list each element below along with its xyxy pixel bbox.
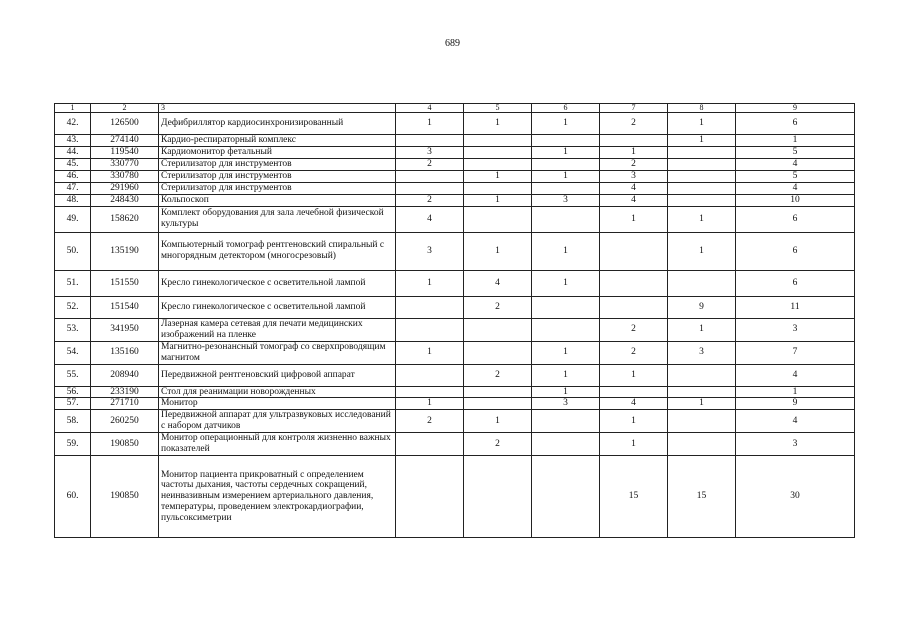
quantity-cell (532, 182, 600, 194)
quantity-cell (396, 182, 464, 194)
quantity-cell: 15 (600, 456, 668, 538)
quantity-cell (668, 270, 736, 296)
row-number-cell: 56. (55, 386, 91, 398)
quantity-cell: 1 (396, 113, 464, 135)
quantity-cell: 1 (600, 433, 668, 456)
quantity-cell (668, 182, 736, 194)
quantity-cell: 1 (396, 270, 464, 296)
quantity-cell (396, 296, 464, 318)
quantity-cell: 2 (464, 433, 532, 456)
total-cell: 1 (736, 386, 855, 398)
quantity-cell: 2 (464, 364, 532, 386)
column-number-row (55, 104, 855, 113)
quantity-cell (464, 386, 532, 398)
code-cell: 135190 (91, 232, 159, 270)
quantity-cell: 9 (668, 296, 736, 318)
quantity-cell (464, 158, 532, 170)
code-cell: 158620 (91, 206, 159, 232)
code-cell: 271710 (91, 398, 159, 410)
equipment-name-cell: Стерилизатор для инструментов (159, 158, 396, 170)
header-cell: 6 (532, 104, 600, 113)
header-cell: 8 (668, 104, 736, 113)
quantity-cell (668, 364, 736, 386)
row-number-cell: 49. (55, 206, 91, 232)
row-number-cell: 54. (55, 341, 91, 364)
code-cell: 330770 (91, 158, 159, 170)
quantity-cell: 1 (396, 341, 464, 364)
total-cell: 5 (736, 170, 855, 182)
total-cell: 6 (736, 206, 855, 232)
quantity-cell (668, 170, 736, 182)
equipment-name-cell: Стерилизатор для инструментов (159, 170, 396, 182)
total-cell: 6 (736, 232, 855, 270)
quantity-cell: 1 (668, 113, 736, 135)
table-row (55, 456, 855, 538)
code-cell: 151550 (91, 270, 159, 296)
equipment-name-cell: Стерилизатор для инструментов (159, 182, 396, 194)
code-cell: 233190 (91, 386, 159, 398)
row-number-cell: 58. (55, 410, 91, 433)
quantity-cell: 2 (396, 158, 464, 170)
table-row (55, 318, 855, 341)
quantity-cell: 1 (532, 270, 600, 296)
quantity-cell (600, 386, 668, 398)
equipment-name-cell: Стол для реанимации новорожденных (159, 386, 396, 398)
header-cell: 2 (91, 104, 159, 113)
quantity-cell (464, 398, 532, 410)
quantity-cell (396, 386, 464, 398)
quantity-cell: 1 (396, 398, 464, 410)
quantity-cell: 1 (464, 170, 532, 182)
quantity-cell: 1 (600, 206, 668, 232)
quantity-cell: 4 (464, 270, 532, 296)
code-cell: 151540 (91, 296, 159, 318)
quantity-cell: 1 (600, 364, 668, 386)
total-cell: 6 (736, 113, 855, 135)
row-number-cell: 50. (55, 232, 91, 270)
equipment-name-cell: Кольпоскоп (159, 194, 396, 206)
row-number-cell: 43. (55, 135, 91, 147)
quantity-cell: 1 (600, 146, 668, 158)
code-cell: 190850 (91, 456, 159, 538)
table-row (55, 232, 855, 270)
quantity-cell: 3 (668, 341, 736, 364)
quantity-cell: 1 (464, 194, 532, 206)
quantity-cell (532, 318, 600, 341)
table-row (55, 341, 855, 364)
table-row (55, 182, 855, 194)
row-number-cell: 45. (55, 158, 91, 170)
equipment-name-cell: Комплект оборудования для зала лечебной физической культуры (159, 206, 396, 232)
quantity-cell: 1 (464, 410, 532, 433)
total-cell: 6 (736, 270, 855, 296)
equipment-name-cell: Передвижной рентгеновский цифровой аппарат (159, 364, 396, 386)
row-number-cell: 52. (55, 296, 91, 318)
table-row (55, 398, 855, 410)
quantity-cell (600, 296, 668, 318)
quantity-cell (668, 410, 736, 433)
quantity-cell: 1 (532, 232, 600, 270)
quantity-cell: 4 (600, 398, 668, 410)
table-row (55, 135, 855, 147)
quantity-cell: 1 (464, 232, 532, 270)
quantity-cell: 2 (396, 410, 464, 433)
quantity-cell (668, 158, 736, 170)
quantity-cell: 1 (600, 410, 668, 433)
quantity-cell (464, 341, 532, 364)
code-cell: 119540 (91, 146, 159, 158)
header-cell: 9 (736, 104, 855, 113)
quantity-cell (668, 433, 736, 456)
quantity-cell: 2 (600, 341, 668, 364)
quantity-cell: 1 (668, 318, 736, 341)
table-row (55, 433, 855, 456)
table-row (55, 170, 855, 182)
quantity-cell: 2 (464, 296, 532, 318)
code-cell: 274140 (91, 135, 159, 147)
quantity-cell: 1 (668, 232, 736, 270)
code-cell: 341950 (91, 318, 159, 341)
code-cell: 260250 (91, 410, 159, 433)
total-cell: 9 (736, 398, 855, 410)
quantity-cell (396, 456, 464, 538)
table-row (55, 410, 855, 433)
equipment-name-cell: Кардио-респираторный комплекс (159, 135, 396, 147)
total-cell: 4 (736, 182, 855, 194)
quantity-cell: 4 (600, 194, 668, 206)
code-cell: 248430 (91, 194, 159, 206)
quantity-cell: 2 (396, 194, 464, 206)
equipment-name-cell: Дефибриллятор кардиосинхронизированный (159, 113, 396, 135)
total-cell: 11 (736, 296, 855, 318)
table-row (55, 270, 855, 296)
quantity-cell (464, 206, 532, 232)
row-number-cell: 46. (55, 170, 91, 182)
quantity-cell: 1 (532, 146, 600, 158)
row-number-cell: 42. (55, 113, 91, 135)
equipment-name-cell: Монитор (159, 398, 396, 410)
row-number-cell: 53. (55, 318, 91, 341)
quantity-cell (532, 433, 600, 456)
quantity-cell (464, 146, 532, 158)
row-number-cell: 47. (55, 182, 91, 194)
table-row (55, 146, 855, 158)
quantity-cell (668, 194, 736, 206)
quantity-cell: 1 (668, 135, 736, 147)
code-cell: 208940 (91, 364, 159, 386)
quantity-cell (532, 296, 600, 318)
equipment-name-cell: Монитор пациента прикроватный с определением частоты дыхания, частоты сердечных сокращений, неинвазивным измерением артериального давления, температуры, проведением электрокардиографии, пульсоксиметрии (159, 456, 396, 538)
quantity-cell: 1 (532, 364, 600, 386)
total-cell: 10 (736, 194, 855, 206)
header-cell: 5 (464, 104, 532, 113)
total-cell: 7 (736, 341, 855, 364)
row-number-cell: 57. (55, 398, 91, 410)
quantity-cell (668, 386, 736, 398)
quantity-cell (464, 456, 532, 538)
table-row (55, 194, 855, 206)
quantity-cell: 1 (532, 113, 600, 135)
quantity-cell (464, 182, 532, 194)
quantity-cell (396, 170, 464, 182)
header-cell: 1 (55, 104, 91, 113)
code-cell: 190850 (91, 433, 159, 456)
total-cell: 1 (736, 135, 855, 147)
table-row (55, 364, 855, 386)
code-cell: 126500 (91, 113, 159, 135)
quantity-cell (532, 410, 600, 433)
table-row (55, 296, 855, 318)
equipment-table (54, 103, 855, 538)
quantity-cell (532, 158, 600, 170)
row-number-cell: 44. (55, 146, 91, 158)
header-cell: 7 (600, 104, 668, 113)
quantity-cell: 1 (532, 170, 600, 182)
quantity-cell: 2 (600, 113, 668, 135)
equipment-name-cell: Передвижной аппарат для ультразвуковых исследований с набором датчиков (159, 410, 396, 433)
quantity-cell (600, 270, 668, 296)
total-cell: 3 (736, 433, 855, 456)
quantity-cell (396, 318, 464, 341)
row-number-cell: 55. (55, 364, 91, 386)
equipment-name-cell: Кардиомонитор фетальный (159, 146, 396, 158)
row-number-cell: 51. (55, 270, 91, 296)
equipment-name-cell: Компьютерный томограф рентгеновский спиральный с многорядным детектором (многосрезовый) (159, 232, 396, 270)
table-row (55, 158, 855, 170)
quantity-cell: 1 (532, 341, 600, 364)
table-row (55, 206, 855, 232)
equipment-name-cell: Монитор операционный для контроля жизненно важных показателей (159, 433, 396, 456)
quantity-cell: 3 (396, 146, 464, 158)
quantity-cell: 2 (600, 318, 668, 341)
quantity-cell (396, 433, 464, 456)
row-number-cell: 48. (55, 194, 91, 206)
quantity-cell (464, 318, 532, 341)
quantity-cell (396, 364, 464, 386)
total-cell: 4 (736, 410, 855, 433)
quantity-cell (532, 456, 600, 538)
quantity-cell: 1 (668, 206, 736, 232)
equipment-name-cell: Лазерная камера сетевая для печати медицинских изображений на пленке (159, 318, 396, 341)
quantity-cell: 3 (396, 232, 464, 270)
page-number: 689 (445, 38, 460, 49)
quantity-cell (464, 135, 532, 147)
quantity-cell (532, 206, 600, 232)
total-cell: 4 (736, 158, 855, 170)
quantity-cell (600, 232, 668, 270)
equipment-name-cell: Магнитно-резонансный томограф со сверхпроводящим магнитом (159, 341, 396, 364)
total-cell: 30 (736, 456, 855, 538)
total-cell: 5 (736, 146, 855, 158)
equipment-name-cell: Кресло гинекологическое с осветительной лампой (159, 270, 396, 296)
header-cell: 3 (159, 104, 396, 113)
row-number-cell: 59. (55, 433, 91, 456)
quantity-cell: 3 (532, 398, 600, 410)
quantity-cell: 4 (600, 182, 668, 194)
row-number-cell: 60. (55, 456, 91, 538)
quantity-cell (600, 135, 668, 147)
header-cell: 4 (396, 104, 464, 113)
quantity-cell: 2 (600, 158, 668, 170)
quantity-cell (668, 146, 736, 158)
quantity-cell (532, 135, 600, 147)
table-row (55, 113, 855, 135)
quantity-cell: 1 (668, 398, 736, 410)
quantity-cell (396, 135, 464, 147)
table-row (55, 386, 855, 398)
quantity-cell: 15 (668, 456, 736, 538)
code-cell: 291960 (91, 182, 159, 194)
quantity-cell: 1 (464, 113, 532, 135)
quantity-cell: 4 (396, 206, 464, 232)
quantity-cell: 1 (532, 386, 600, 398)
quantity-cell: 3 (600, 170, 668, 182)
total-cell: 4 (736, 364, 855, 386)
equipment-name-cell: Кресло гинекологическое с осветительной лампой (159, 296, 396, 318)
quantity-cell: 3 (532, 194, 600, 206)
code-cell: 330780 (91, 170, 159, 182)
total-cell: 3 (736, 318, 855, 341)
code-cell: 135160 (91, 341, 159, 364)
